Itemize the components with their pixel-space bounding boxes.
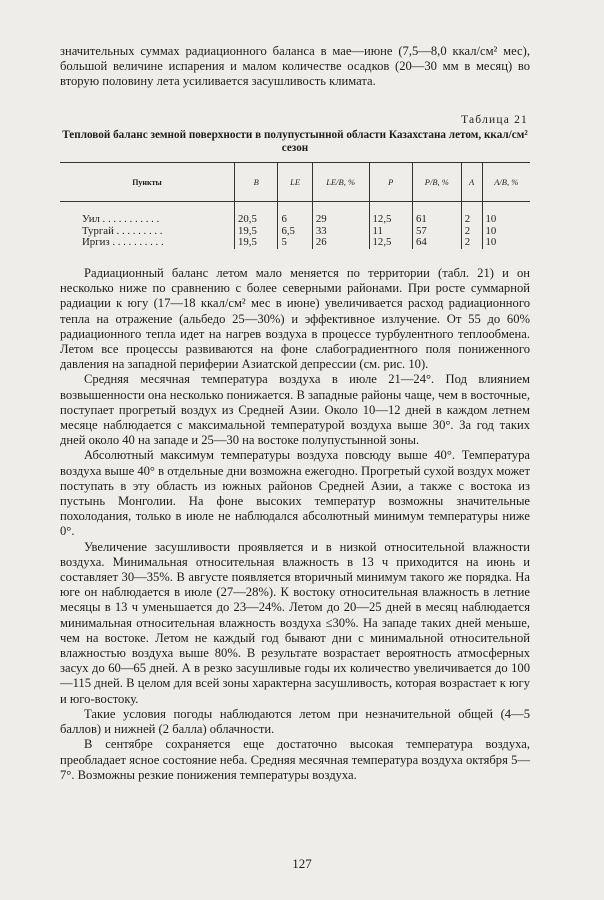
- cell-le: 6: [278, 214, 312, 226]
- table-row: [60, 214, 530, 226]
- cell-p-b: 57: [412, 226, 461, 238]
- cell-a: 2: [461, 237, 482, 249]
- cell-p-b: 64: [412, 237, 461, 249]
- cell-le: 6,5: [278, 226, 312, 238]
- page-number: 127: [292, 856, 312, 871]
- cell-a: 2: [461, 214, 482, 226]
- cell-b: 20,5: [235, 214, 278, 226]
- station-name: Уил . . . . . . . . . . .: [82, 213, 160, 225]
- col-header-station: Пункты: [60, 163, 235, 202]
- paragraph-max-temperature: Абсолютный максимум температуры воздуха повсюду выше 40°. Температура воздуха выше 40° в отдельные дни возможна ежегодно. Прогретый сухой воздух может поступать в эту область из южных районов Средней Азии, а также с востока из пустынь Монголии. На фоне высоких температур возможны значительные похолодания, только в июле не наблюдался абсолютный минимум температуры ниже 0°.: [60, 448, 530, 539]
- station-name: Тургай . . . . . . . . .: [82, 224, 163, 237]
- paragraph-cloudiness: Такие условия погоды наблюдаются летом при незначительной общей (4—5 баллов) и нижней (2 балла) облачности.: [60, 706, 530, 737]
- cell-le-b: 33: [312, 226, 369, 238]
- table-row: [60, 237, 530, 249]
- paragraph-humidity: Увеличение засушливости проявляется и в низкой относительной влажности воздуха. Минимальная относительная влажность в 13 ч приходится на июнь и составляет 30—35%. В августе появляется вторичный минимум такого же порядка. На юге он наблюдается в июле (27—28%). К востоку относительная влажность в летние месяцы в 13 ч уменьшается до 23—24%. Летом до 20—25 дней в месяц наблюдается минимальная относительная влажность воздуха ≤30%. На западе таких дней меньше, чем на востоке. Летом не каждый год бывают дни с минимальной относительной влажностью воздуха выше 80%. В результате возрастает вероятность атмосферных засух до 60—65 дней. А в резко засушливые годы их количество увеличивается до 100—115 дней. В целом для всей зоны характерна засушливость, которая возрастает к югу и юго-востоку.: [60, 539, 530, 706]
- cell-b: 19,5: [235, 226, 278, 238]
- paragraph-radiation: Радиационный баланс летом мало меняется по территории (табл. 21) и он несколько ниже по сравнению с более северными районами. При росте суммарной радиации к югу (17—18 ккал/см² мес в июне) увеличивается расход радиационного тепла на отражение (альбедо 25—30%) и эффективное излучение. От 55 до 60% радиационного тепла идет на нагрев воздуха в процессе турбулентного теплообмена. Летом все процессы развиваются на фоне слабоградиентного поля пониженного давления на западной периферии Азиатской депрессии (см. рис. 10).: [60, 266, 530, 372]
- table-header-row: [60, 163, 530, 202]
- col-header-le-b: LE/B, %: [312, 163, 369, 202]
- cell-p: 12,5: [369, 214, 412, 226]
- col-header-a-b: A/B, %: [482, 163, 530, 202]
- cell-le-b: 26: [312, 237, 369, 249]
- cell-a-b: 10: [482, 226, 530, 238]
- intro-paragraph: [60, 44, 530, 90]
- table-caption: Тепловой баланс земной поверхности в полупустынной области Казахстана летом, ккал/см² сезон: [62, 129, 528, 154]
- cell-b: 19,5: [235, 237, 278, 249]
- col-header-b: B: [235, 163, 278, 202]
- col-header-p-b: P/B, %: [412, 163, 461, 202]
- heat-balance-table: [60, 162, 530, 249]
- col-header-a: A: [461, 163, 482, 202]
- paragraph-september: В сентябре сохраняется еще достаточно высокая температура воздуха, преобладает ясное состояние неба. Средняя месячная температура воздуха октября 5—7°. Возможны резкие понижения температуры воздуха.: [60, 737, 530, 782]
- cell-p: 12,5: [369, 237, 412, 249]
- intro-text: значительных суммах радиационного баланса в мае—июне (7,5—8,0 ккал/см² мес), большой величине испарения и малом количестве осадков (20—30 мм в месяц) во вторую половину лета усиливается засушливость климата.: [60, 44, 530, 89]
- cell-a-b: 10: [482, 214, 530, 226]
- station-name: Иргиз . . . . . . . . . .: [82, 236, 164, 248]
- table-number: Таблица 21: [461, 114, 528, 126]
- cell-le-b: 29: [312, 214, 369, 226]
- paragraph-temperature: Средняя месячная температура воздуха в июле 21—24°. Под влиянием возвышенности она несколько понижается. В западные районы чаще, чем в восточные, поступает прогретый воздух из Средней Азии. Около 10—12 дней в каждом летнем месяце наблюдается с максимальной температурой воздуха выше 30°. За год таких дней около 40 на западе и 25—30 на востоке полупустынной зоны.: [60, 372, 530, 448]
- cell-le: 5: [278, 237, 312, 249]
- cell-p-b: 61: [412, 214, 461, 226]
- cell-p: 11: [369, 226, 412, 238]
- body-text: [60, 266, 530, 783]
- cell-a: 2: [461, 226, 482, 238]
- cell-a-b: 10: [482, 237, 530, 249]
- col-header-le: LE: [278, 163, 312, 202]
- col-header-p: P: [369, 163, 412, 202]
